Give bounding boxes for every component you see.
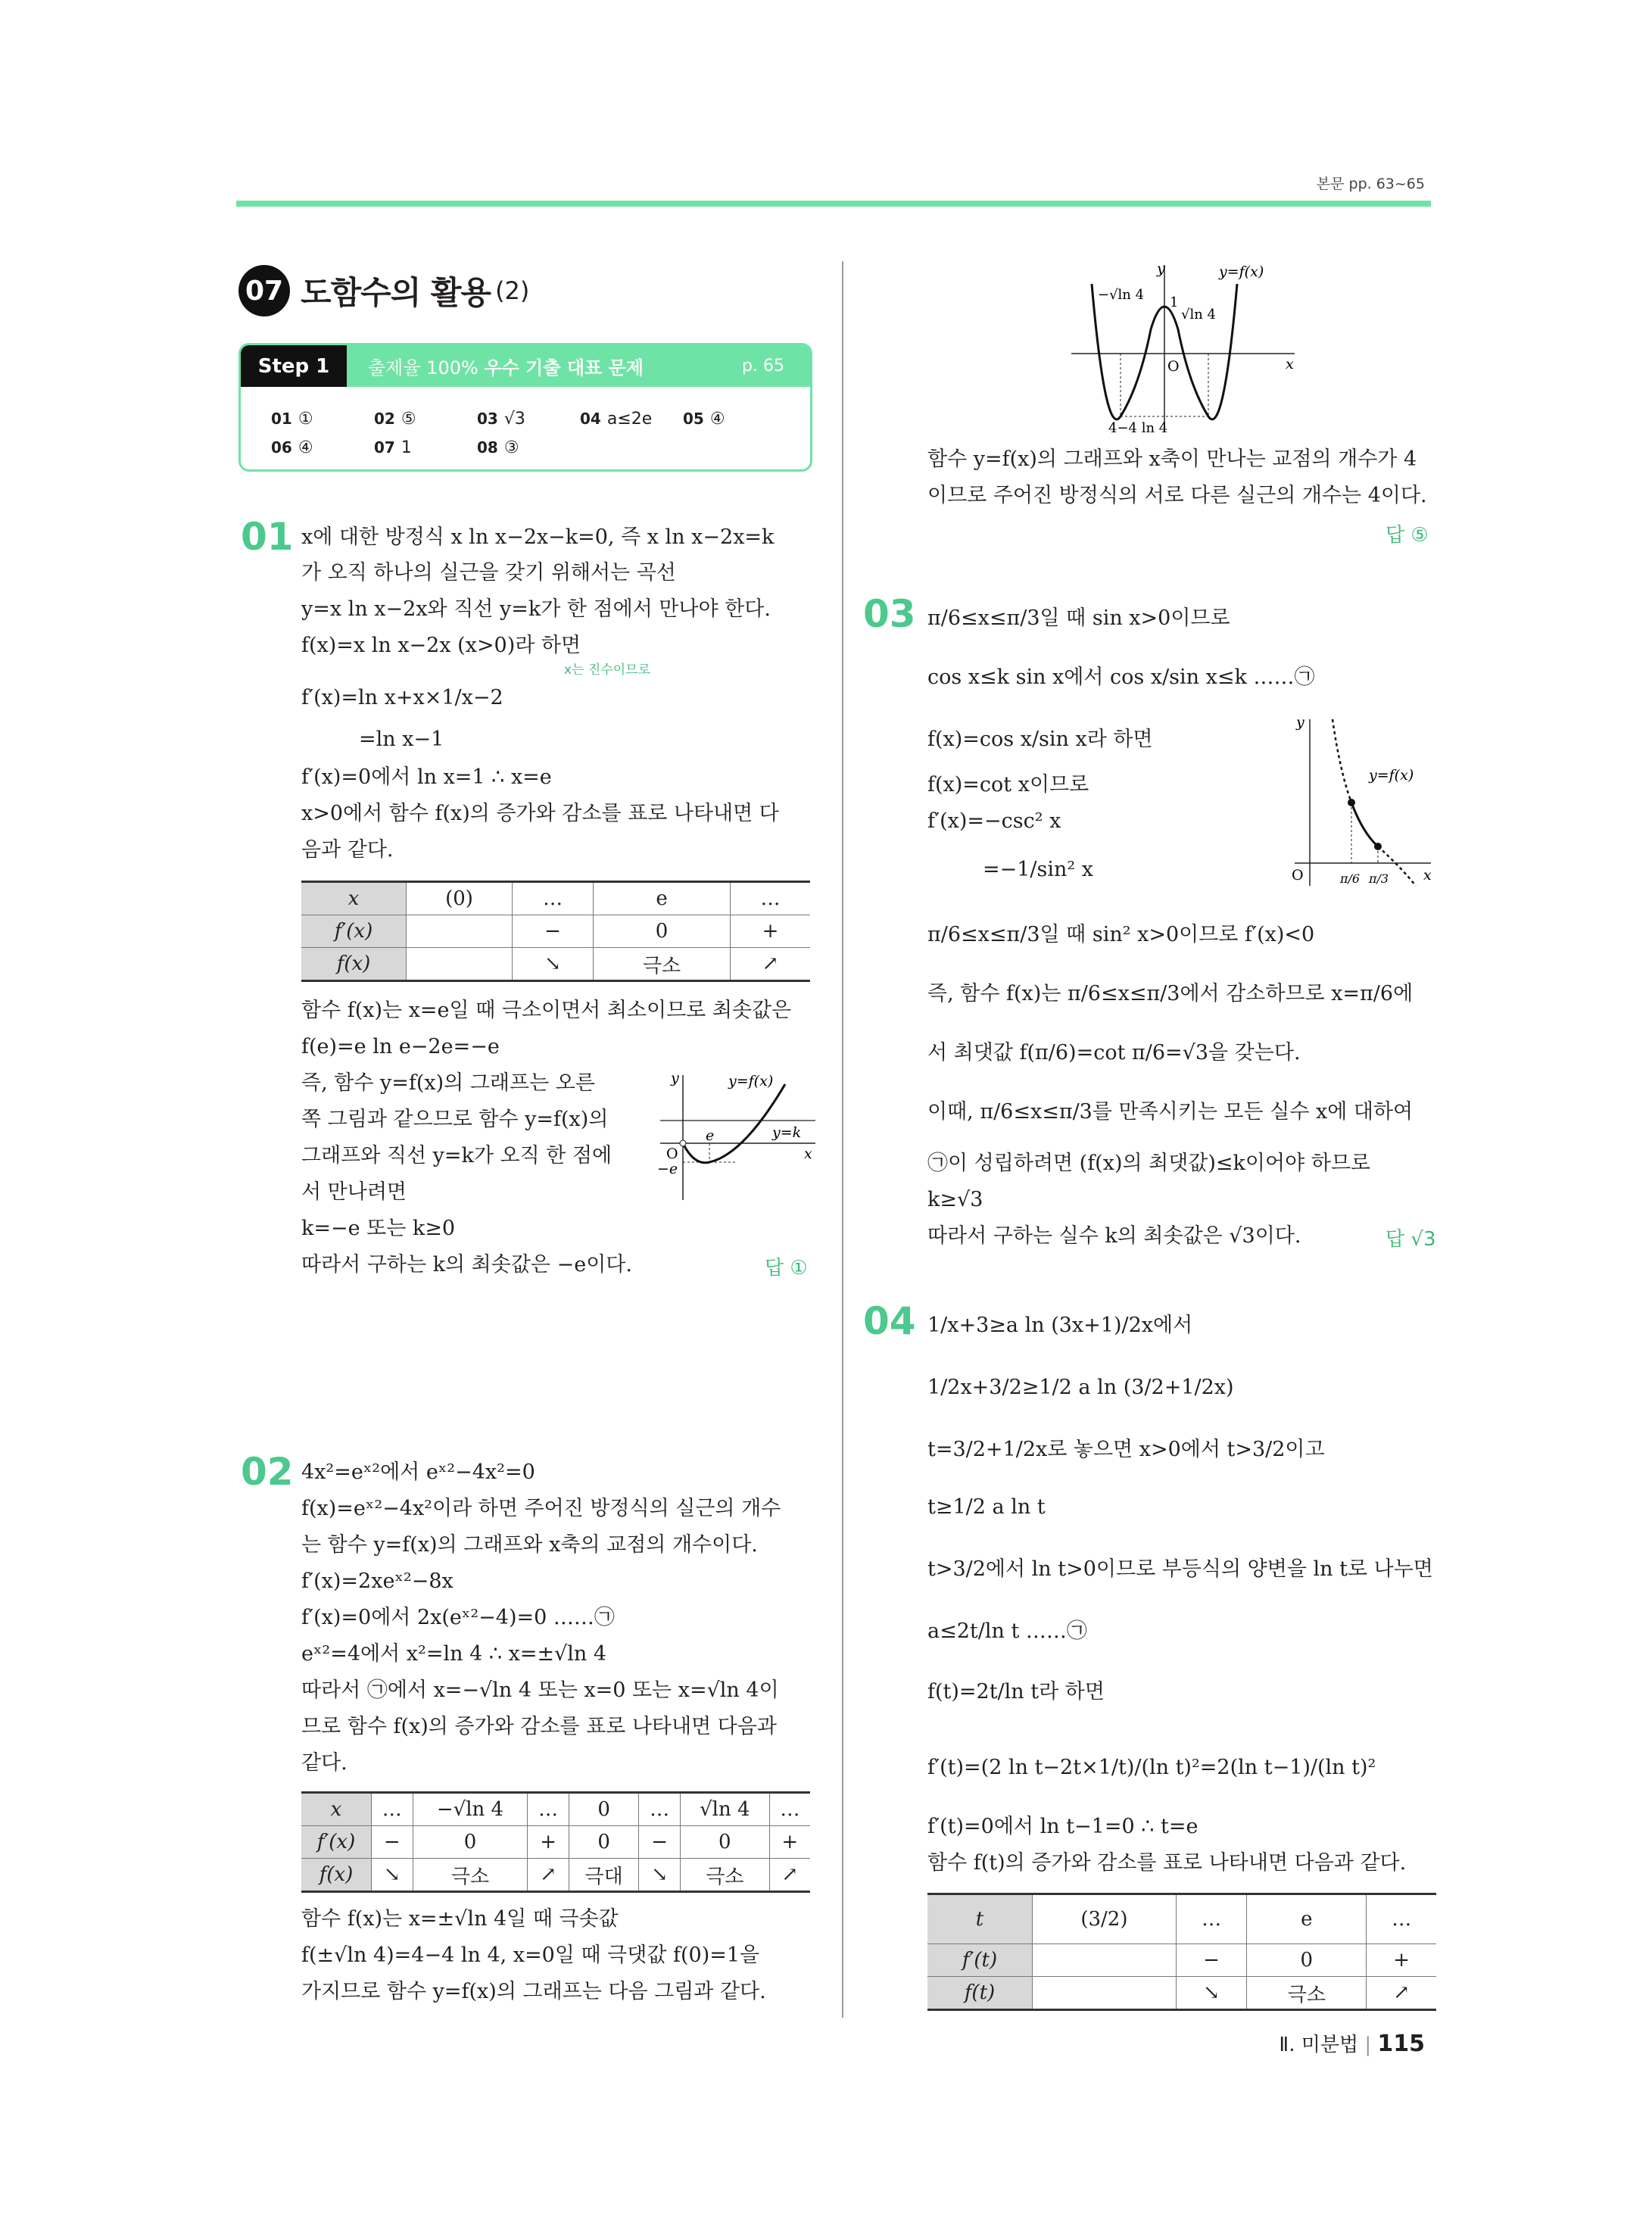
q01-line: 서 만나려면	[301, 1180, 407, 1204]
q01-line: 함수 f(x)는 x=e일 때 극소이면서 최소이므로 최솟값은	[301, 999, 792, 1022]
question-number-03: 03	[863, 592, 916, 636]
page-number: 115	[1377, 2031, 1425, 2057]
q01-line: f(e)=e ln e−2e=−e	[301, 1035, 500, 1058]
label-min: 4−4 ln 4	[1108, 420, 1168, 435]
q02-variation-table	[301, 1791, 810, 1893]
step-desc-bold: 우수 기출 대표 문제	[484, 357, 644, 379]
label-yk: y=k	[772, 1124, 802, 1141]
q03-line: f′(x)=−csc² x	[927, 809, 1061, 833]
table-row: f(t) ↘ 극소 ↗	[927, 1977, 1436, 2010]
step-header	[241, 345, 810, 387]
step-label: Step 1	[241, 345, 347, 387]
column-divider	[842, 261, 843, 2018]
q03-line: ㉠이 성립하려면 (f(x)의 최댓값)≤k이어야 하므로	[927, 1152, 1370, 1175]
table-row: x (0) … e …	[301, 882, 810, 915]
chapter-heading	[238, 265, 529, 316]
q02-line: f′(x)=0에서 2x(eˣ²−4)=0 ……㉠	[301, 1606, 615, 1629]
label-o: O	[666, 1146, 678, 1162]
q03-line: f(x)=cot x이므로	[927, 773, 1089, 796]
q04-line: 함수 f(t)의 증가와 감소를 표로 나타내면 다음과 같다.	[927, 1851, 1407, 1875]
q04-line: t=3/2+1/2x로 놓으면 x>0에서 t>3/2이고	[927, 1438, 1325, 1461]
answer-row	[271, 433, 786, 462]
q02-line: 따라서 ㉠에서 x=−√ln 4 또는 x=0 또는 x=√ln 4이	[301, 1679, 779, 1702]
label-y: y	[1296, 714, 1304, 731]
open-point	[680, 1140, 686, 1146]
q03-line: 이때, π/6≤x≤π/3를 만족시키는 모든 실수 x에 대하여	[927, 1100, 1414, 1124]
curve-f	[1351, 803, 1378, 846]
label-pi3: π/3	[1369, 871, 1389, 886]
q03-line: 서 최댓값 f(π/6)=cot π/6=√3을 갖는다.	[927, 1041, 1301, 1065]
q03-answer: 답 √3	[1385, 1228, 1436, 1251]
q01-line: 즉, 함수 y=f(x)의 그래프는 오른	[301, 1071, 595, 1095]
q02-graph	[1068, 261, 1310, 435]
q01-line: x>0에서 함수 f(x)의 증가와 감소를 표로 나타내면 다	[301, 802, 779, 825]
q01-note: x는 진수이므로	[564, 662, 650, 678]
q01-line: f′(x)=ln x+x×1/x−2	[301, 686, 503, 709]
table-row: t (3/2) … e …	[927, 1894, 1436, 1944]
q01-line: 따라서 구하는 k의 최솟값은 −e이다.	[301, 1253, 632, 1276]
q02-line: 이므로 주어진 방정식의 서로 다른 실근의 개수는 4이다.	[927, 484, 1427, 507]
label-o: O	[1292, 867, 1304, 884]
answer-item: 03 √3	[477, 409, 525, 429]
q02-answer: 답 ⑤	[1385, 524, 1429, 547]
q04-line: f′(t)=(2 ln t−2t×1/t)/(ln t)²=2(ln t−1)/(ln t)²	[927, 1756, 1376, 1779]
q02-line: 함수 f(x)는 x=±√ln 4일 때 극솟값	[301, 1907, 619, 1931]
q03-line: k≥√3	[927, 1188, 983, 1211]
q02-line: f(x)=eˣ²−4x²이라 하면 주어진 방정식의 실근의 개수	[301, 1497, 781, 1520]
table-row: f′(t) − 0 +	[927, 1944, 1436, 1977]
label-y: y	[1157, 261, 1165, 277]
label-one: 1	[1170, 295, 1179, 310]
q04-line: 1/x+3≥a ln (3x+1)/2x에서	[927, 1314, 1193, 1337]
q02-line: 므로 함수 f(x)의 증가와 감소를 표로 나타내면 다음과	[301, 1715, 778, 1738]
q01-line: 가 오직 하나의 실근을 갖기 위해서는 곡선	[301, 561, 676, 584]
label-yf: y=f(x)	[1369, 767, 1414, 784]
q01-answer: 답 ①	[765, 1257, 808, 1280]
q02-line: eˣ²=4에서 x²=ln 4 ∴ x=±√ln 4	[301, 1642, 607, 1666]
q04-line: a≤2t/ln t ……㉠	[927, 1619, 1087, 1643]
q01-line: f′(x)=0에서 ln x=1 ∴ x=e	[301, 765, 552, 789]
q01-line: y=x ln x−2x와 직선 y=k가 한 점에서 만나야 한다.	[301, 597, 771, 621]
table-row: f(x) ↘ 극소 ↗ 극대 ↘ 극소 ↗	[301, 1859, 810, 1892]
chapter-number: 07	[238, 265, 290, 316]
page-reference: 본문 pp. 63~65	[1316, 176, 1425, 192]
step-description	[368, 353, 644, 379]
point	[1374, 843, 1382, 850]
answer-row	[271, 404, 786, 433]
q02-line: f(±√ln 4)=4−4 ln 4, x=0일 때 극댓값 f(0)=1을	[301, 1944, 760, 1967]
label-x: x	[804, 1146, 812, 1162]
footer-section: Ⅱ. 미분법	[1279, 2034, 1359, 2056]
label-yf: y=f(x)	[1219, 263, 1264, 280]
question-number-02: 02	[241, 1450, 294, 1494]
q04-variation-table	[927, 1893, 1436, 2011]
q01-line: 그래프와 직선 y=k가 오직 한 점에	[301, 1144, 612, 1167]
step-desc-plain: 출제율 100%	[368, 357, 478, 379]
q01-line: =ln x−1	[359, 728, 444, 751]
answer-item: 01 ①	[271, 409, 313, 429]
label-o: O	[1167, 358, 1180, 375]
q01-variation-table	[301, 881, 810, 982]
question-number-01: 01	[241, 515, 294, 559]
answer-item: 04 a≤2e	[580, 409, 653, 429]
answer-item: 05 ④	[683, 409, 725, 429]
q02-line: 는 함수 y=f(x)의 그래프와 x축의 교점의 개수이다.	[301, 1533, 758, 1557]
label-x: x	[1423, 867, 1432, 884]
q03-line: f(x)=cos x/sin x라 하면	[927, 728, 1153, 751]
label-y: y	[671, 1070, 679, 1086]
q03-line: =−1/sin² x	[983, 858, 1094, 881]
label-yf: y=f(x)	[728, 1073, 774, 1089]
answer-item: 08 ③	[477, 438, 519, 457]
q03-line: 따라서 구하는 실수 k의 최솟값은 √3이다.	[927, 1224, 1301, 1248]
label-x: x	[1286, 356, 1294, 372]
question-number-04: 04	[863, 1299, 916, 1343]
q03-line: cos x≤k sin x에서 cos x/sin x≤k ……㉠	[927, 666, 1315, 689]
q04-line: f(t)=2t/ln t라 하면	[927, 1680, 1105, 1704]
q01-line: 쪽 그림과 같으므로 함수 y=f(x)의	[301, 1108, 609, 1131]
label-neg-root: −√ln 4	[1098, 287, 1145, 303]
q03-line: π/6≤x≤π/3일 때 sin² x>0이므로 f′(x)<0	[927, 923, 1315, 946]
q01-line: f(x)=x ln x−2x (x>0)라 하면	[301, 634, 581, 657]
answer-summary-box	[238, 343, 812, 472]
label-pos-root: √ln 4	[1181, 307, 1216, 323]
q03-line: π/6≤x≤π/3일 때 sin x>0이므로	[927, 606, 1230, 630]
answer-item: 02 ⑤	[374, 409, 416, 429]
curve-f	[683, 1084, 785, 1163]
q02-line: 같다.	[301, 1751, 348, 1775]
chapter-title: 도함수의 활용	[301, 274, 491, 311]
q04-line: t≥1/2 a ln t	[927, 1495, 1046, 1519]
curve-dash	[1333, 719, 1351, 803]
answer-grid	[271, 404, 786, 462]
table-row: x … −√ln 4 … 0 … √ln 4 …	[301, 1793, 810, 1826]
answer-item: 06 ④	[271, 438, 313, 457]
chapter-subtitle: (2)	[495, 276, 530, 305]
page-footer: Ⅱ. 미분법 | 115	[1279, 2031, 1425, 2057]
table-row: f′(x) − 0 +	[301, 915, 810, 948]
q01-line: x에 대한 방정식 x ln x−2x−k=0, 즉 x ln x−2x=k	[301, 525, 775, 549]
label-ne: −e	[657, 1161, 678, 1177]
point	[1348, 799, 1355, 806]
table-row: f′(x) − 0 + 0 − 0 +	[301, 1826, 810, 1859]
q04-line: f′(t)=0에서 ln t−1=0 ∴ t=e	[927, 1815, 1198, 1838]
q04-line: 1/2x+3/2≥1/2 a ln (3/2+1/2x)	[927, 1376, 1234, 1399]
q04-line: t>3/2에서 ln t>0이므로 부등식의 양변을 ln t로 나누면	[927, 1557, 1433, 1581]
step-page: p. 65	[742, 357, 784, 376]
table-row: f(x) ↘ 극소 ↗	[301, 948, 810, 981]
q01-graph	[653, 1068, 819, 1204]
top-rule	[236, 201, 1431, 207]
label-e: e	[706, 1127, 715, 1144]
q03-graph	[1280, 704, 1438, 893]
q03-line: 즉, 함수 f(x)는 π/6≤x≤π/3에서 감소하므로 x=π/6에	[927, 982, 1414, 1005]
q02-line: 함수 y=f(x)의 그래프와 x축이 만나는 교점의 개수가 4	[927, 447, 1417, 471]
answer-item: 07 1	[374, 438, 412, 457]
q01-line: 음과 같다.	[301, 838, 394, 862]
q01-line: k=−e 또는 k≥0	[301, 1217, 456, 1240]
q02-line: 4x²=eˣ²에서 eˣ²−4x²=0	[301, 1460, 535, 1484]
q02-line: 가지므로 함수 y=f(x)의 그래프는 다음 그림과 같다.	[301, 1980, 766, 2003]
q02-line: f′(x)=2xeˣ²−8x	[301, 1569, 454, 1593]
label-pi6: π/6	[1340, 871, 1361, 886]
